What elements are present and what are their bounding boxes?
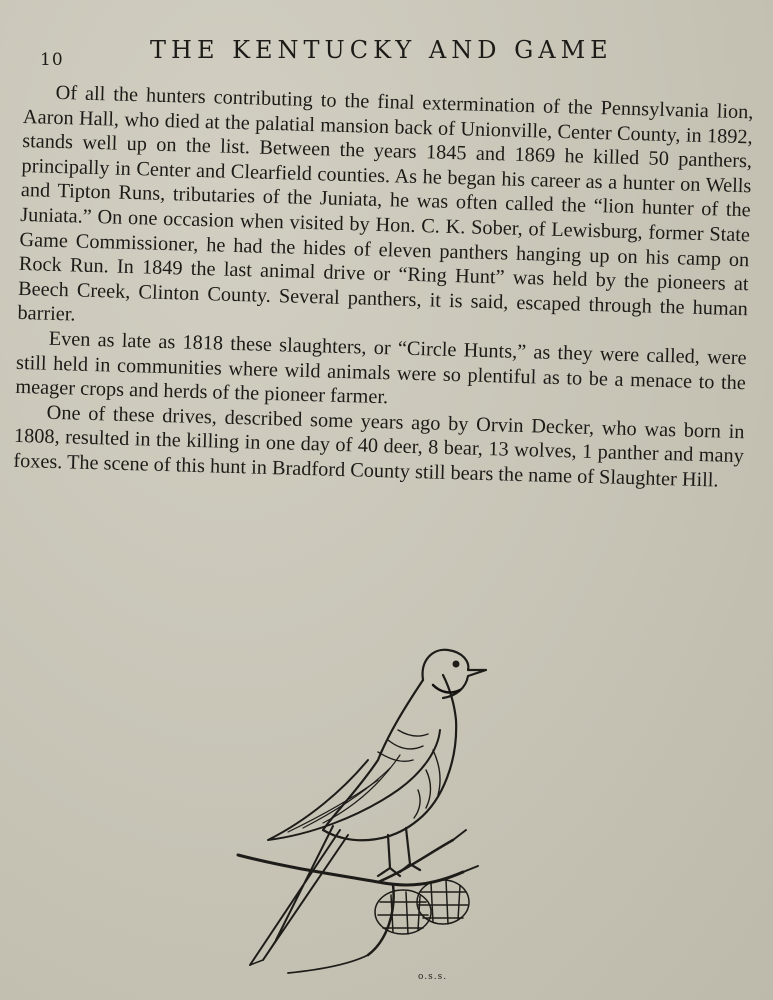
branch [238,855,463,885]
paragraph-1: Of all the hunters contributing to the final extermination of the Pennsylvania lion, Aaron Hall, who died at the palatial mansion back of Unionville, Center County, in 1892, stands well up on the list. Between the years 1845 and 1869 he killed 50 panthers, principally in Center and Clearfield counties. As he began his career as a hunter on Wells and Tipton Runs, tributaries of the Juniata, he was often called the “lion hunter of the Juniata.” On one occasion when visited by Hon. C. K. Sober, of Lewisburg, former State Game Commissioner, he had the hides of eleven panthers hanging up on his camp on Rock Run. In 1849 the last animal drive or “Ring Hunt” was held by the pioneers at Beech Creek, Clinton County. Several panthers, it is said, escaped through the human barrier. [17,81,754,326]
page-number: 10 [40,50,64,70]
paragraph-3: One of these drives, described some years ago by Orvin Decker, who was born in 1808, resulted in the killing in one day of 40 deer, 8 bear, 13 wolves, 1 panther and many foxes. The scene of this hunt in Bradford County still bears the name of Slaughter Hill. [13,401,745,492]
tail [250,826,348,965]
feet [378,828,420,876]
passenger-pigeon-illustration [228,640,498,990]
artist-initials: o.s.s. [418,972,448,982]
body-text [13,80,754,494]
paragraph-2: Even as late as 1818 these slaughters, or “Circle Hunts,” as they were called, were still held in communities where wild animals were so plentiful as to be a menace to the meager crops and herds of the pioneer farmer. [15,327,747,409]
running-title: THE KENTUCKY AND GAME [150,36,613,64]
pigeon-drawing [228,640,498,990]
